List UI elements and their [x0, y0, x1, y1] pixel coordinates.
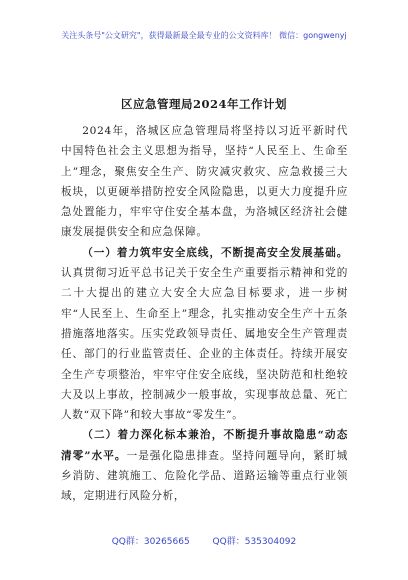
- paragraph-intro: 2024年，洛城区应急管理局将坚持以习近平新时代中国特色社会主义思想为指导，坚持“人民至上、生命至上”理念，聚焦安全生产、防灾减灾救灾、应急救援三大板块，以更硬举措防控安全风险隐患，以更大力度提升应急处置能力，牢牢守住安全基本盘，为洛城区经济社会健康发展提供安全和应急保障。: [61, 125, 348, 239]
- document-title: 区应急管理局2024年工作计划: [120, 97, 287, 111]
- footer-banner: QQ群：30265665 QQ群：535304092: [111, 537, 297, 547]
- document-body: [61, 121, 348, 507]
- paragraph-section-2: （二）着力深化标本兼治，不断提升事故隐患“动态清零”水平。一是强化隐患排查。坚持问题导向，紧盯城乡消防、建筑施工、危险化学品、道路运输等重点行业领域，定期进行风险分析，: [61, 429, 348, 503]
- header-banner: 关注头条号"公文研究"，获得最新最全最专业的公文资料库！ 微信：gongwenyj: [61, 31, 347, 40]
- section-heading-1: （一）着力筑牢安全底线，不断提高安全发展基础。: [82, 246, 348, 259]
- paragraph-section-1: （一）着力筑牢安全底线，不断提高安全发展基础。认真贯彻习近平总书记关于安全生产重要指示精神和党的二十大提出的建立大安全大应急目标要求，进一步树牢“人民至上、生命至上”理念，扎实推动安全生产十五条措施落地落实。压实党政领导责任、属地安全生产管理责任、部门的行业监管责任、企业的主体责任。持续开展安全生产专项整治，牢牢守住安全底线，坚决防范和杜绝较大及以上事故，控制减少一般事故，实现事故总量、死亡人数“双下降”和较大事故“零发生”。: [61, 246, 348, 422]
- section-heading-2: （二）着力深化标本兼治，不断提升事故隐患“动态清零”水平。: [61, 429, 348, 462]
